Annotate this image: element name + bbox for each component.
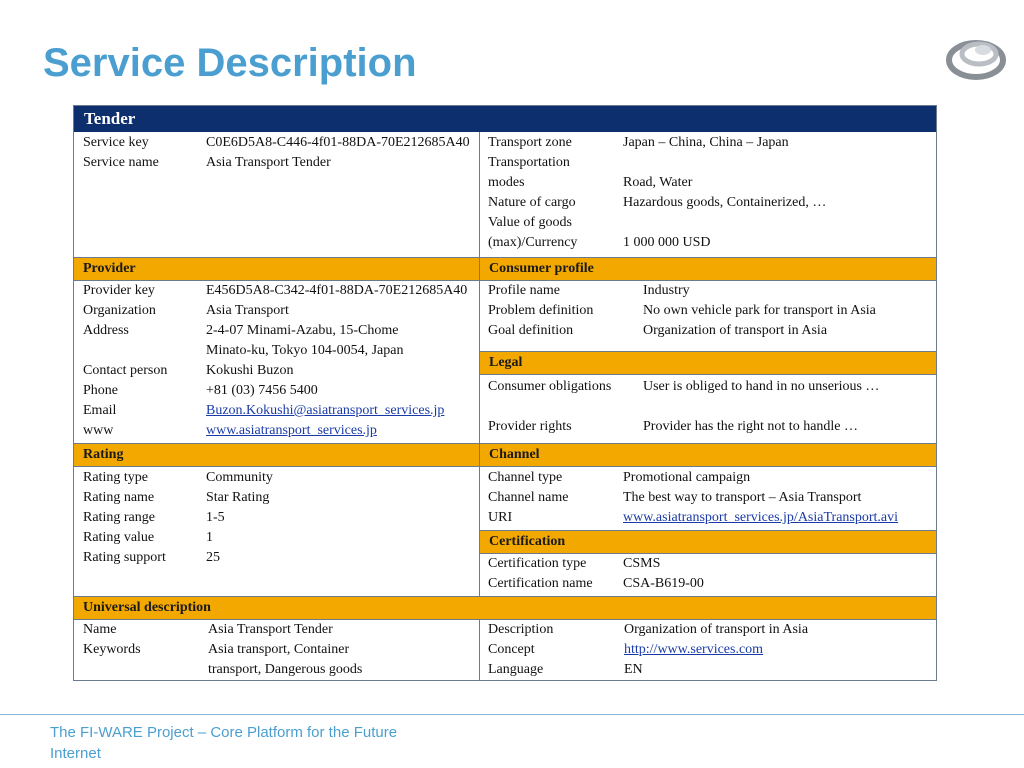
slide-title: Service Description: [43, 41, 417, 85]
divider: [479, 257, 480, 443]
channel-header: Channel: [480, 443, 936, 467]
divider: [479, 619, 480, 681]
concept-link[interactable]: http://www.services.com: [624, 642, 764, 657]
service-description-card: Tender Service key C0E6D5A8-C446-4f01-88DA-70E212685A40 Service name Asia Transport Tender Transport zone Japan – China, China – Japan Transportation modes Road, Water Nature of cargo Hazardous goods, Containerized, … Value of goods (max)/Currency 1 000 000 USD Provider Consumer profile Provider key E456D5A8-C342-4f01-88DA-70E212685A40 Organization Asia Transport Address 2-4-07 Minami-Azabu, 15-Chome Minato-ku, Tokyo 104-0054, Japan Contact person Kokushi Buzon Phone +81 (03) 7456 5400 Email Buzon.Kokushi@asiatransport_services.jp www www.asiatransport_services.jp Profile name Industry Problem definition No own vehicle park for transport in Asia Goal definition Organization of transport in Asia Legal Consumer obligations User is obliged to hand in no unserious … Provider rights Provider has the right not to handle … Rating Channel Rating type Community Rating name Star Rating Rating range 1-5 Rating value 1 Rating support 25 Channel type Promotional campaign Channel name The best way to transport – Asia Transport URI www.asiatransport_services.jp/AsiaTransport.avi Certification Certification type CSMS Certification name CSA-B619-00 Universal description Name Asia Transport Tender Keywords Asia transport, Container transport, Dangerous goods Description Organization of transport in Asia Concept http://www.services.com Language EN: [73, 105, 937, 681]
provider-website-link[interactable]: www.asiatransport_services.jp: [206, 423, 377, 438]
channel-uri-link[interactable]: www.asiatransport_services.jp/AsiaTransport.avi: [623, 510, 899, 525]
certification-header: Certification: [480, 530, 936, 554]
consumer-profile-header: Consumer profile: [480, 257, 936, 281]
rating-header: Rating: [74, 443, 479, 467]
provider-email-link[interactable]: Buzon.Kokushi@asiatransport_services.jp: [206, 403, 445, 418]
fi-ware-logo: [946, 32, 1008, 82]
footer-divider: [0, 714, 1024, 715]
legal-header: Legal: [480, 351, 936, 375]
provider-header: Provider: [74, 257, 479, 281]
universal-description-header: Universal description: [74, 596, 936, 620]
slide-footer: The FI-WARE Project – Core Platform for the Future Internet: [50, 724, 398, 762]
divider: [479, 132, 480, 257]
tender-header: Tender: [74, 106, 936, 132]
